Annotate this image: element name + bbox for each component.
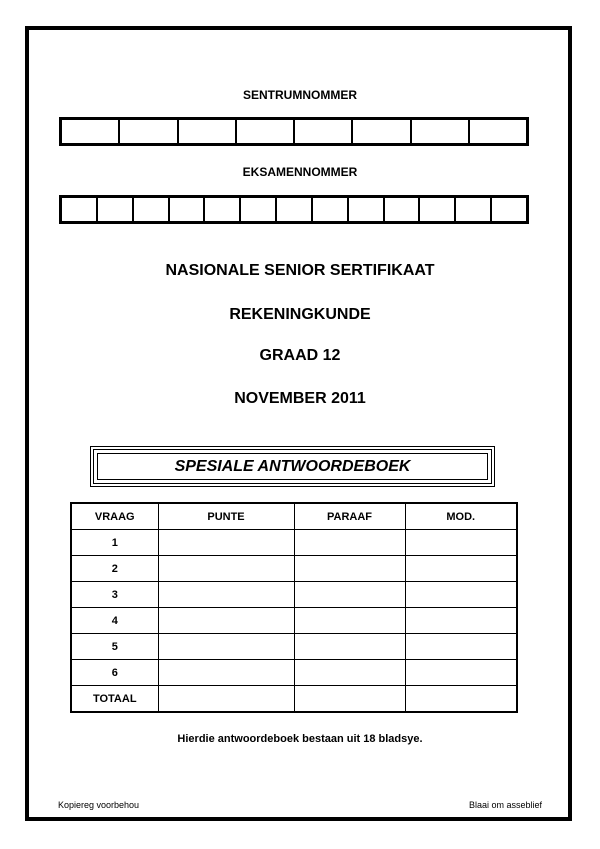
- exam-number-digit-box[interactable]: [205, 198, 241, 221]
- exam-number-digit-box[interactable]: [420, 198, 456, 221]
- initial-cell[interactable]: [294, 582, 405, 608]
- exam-number-digit-box[interactable]: [170, 198, 206, 221]
- question-number: 6: [71, 660, 158, 686]
- table-row: [71, 634, 517, 660]
- question-number: 4: [71, 608, 158, 634]
- date-heading: NOVEMBER 2011: [234, 390, 366, 407]
- initial-cell[interactable]: [294, 608, 405, 634]
- turn-page-footer: Blaai om asseblief: [468, 800, 542, 810]
- marks-cell[interactable]: [158, 686, 294, 713]
- exam-number-boxes[interactable]: [59, 195, 529, 224]
- header-moderation: MOD.: [405, 503, 517, 530]
- centre-number-label: SENTRUMNOMMER: [243, 88, 357, 102]
- centre-number-digit-box[interactable]: [62, 120, 120, 143]
- exam-number-digit-box[interactable]: [98, 198, 134, 221]
- moderation-cell[interactable]: [405, 556, 517, 582]
- copyright-footer: Kopiereg voorbehou: [58, 800, 140, 810]
- header-initial: PARAAF: [294, 503, 405, 530]
- exam-number-digit-box[interactable]: [277, 198, 313, 221]
- exam-number-digit-box[interactable]: [134, 198, 170, 221]
- marks-cell[interactable]: [158, 608, 294, 634]
- moderation-cell[interactable]: [405, 686, 517, 713]
- centre-number-digit-box[interactable]: [412, 120, 470, 143]
- question-number: 3: [71, 582, 158, 608]
- grade-heading: GRAAD 12: [259, 347, 341, 364]
- marks-table: [70, 502, 518, 713]
- special-answer-book-title: SPESIALE ANTWOORDEBOEK: [97, 453, 488, 480]
- moderation-cell[interactable]: [405, 582, 517, 608]
- question-number: TOTAAL: [71, 686, 158, 713]
- centre-number-digit-box[interactable]: [295, 120, 353, 143]
- marks-cell[interactable]: [158, 556, 294, 582]
- initial-cell[interactable]: [294, 686, 405, 713]
- moderation-cell[interactable]: [405, 608, 517, 634]
- exam-number-digit-box[interactable]: [385, 198, 421, 221]
- table-row: [71, 582, 517, 608]
- marks-cell[interactable]: [158, 634, 294, 660]
- moderation-cell[interactable]: [405, 634, 517, 660]
- initial-cell[interactable]: [294, 660, 405, 686]
- marks-cell[interactable]: [158, 530, 294, 556]
- table-row: [71, 556, 517, 582]
- exam-number-label: EKSAMENNOMMER: [242, 165, 358, 179]
- question-number: 5: [71, 634, 158, 660]
- table-row: [71, 530, 517, 556]
- header-question: VRAAG: [71, 503, 158, 530]
- question-number: 1: [71, 530, 158, 556]
- subject-heading: REKENINGKUNDE: [229, 306, 371, 323]
- exam-number-digit-box[interactable]: [313, 198, 349, 221]
- exam-number-digit-box[interactable]: [456, 198, 492, 221]
- centre-number-digit-box[interactable]: [353, 120, 411, 143]
- table-header-row: [71, 503, 517, 530]
- table-row: [71, 660, 517, 686]
- exam-number-digit-box[interactable]: [492, 198, 526, 221]
- certificate-heading: NASIONALE SENIOR SERTIFIKAAT: [165, 262, 435, 279]
- initial-cell[interactable]: [294, 530, 405, 556]
- page-count-note: Hierdie antwoordeboek bestaan uit 18 bladsye.: [177, 733, 423, 745]
- exam-number-digit-box[interactable]: [62, 198, 98, 221]
- question-number: 2: [71, 556, 158, 582]
- centre-number-boxes[interactable]: [59, 117, 529, 146]
- centre-number-digit-box[interactable]: [179, 120, 237, 143]
- initial-cell[interactable]: [294, 556, 405, 582]
- exam-number-digit-box[interactable]: [241, 198, 277, 221]
- header-marks: PUNTE: [158, 503, 294, 530]
- exam-number-digit-box[interactable]: [349, 198, 385, 221]
- table-row: [71, 608, 517, 634]
- centre-number-digit-box[interactable]: [237, 120, 295, 143]
- table-row: [71, 686, 517, 713]
- centre-number-digit-box[interactable]: [470, 120, 526, 143]
- moderation-cell[interactable]: [405, 660, 517, 686]
- marks-cell[interactable]: [158, 660, 294, 686]
- moderation-cell[interactable]: [405, 530, 517, 556]
- initial-cell[interactable]: [294, 634, 405, 660]
- special-answer-book-box: [90, 446, 495, 487]
- marks-cell[interactable]: [158, 582, 294, 608]
- centre-number-digit-box[interactable]: [120, 120, 178, 143]
